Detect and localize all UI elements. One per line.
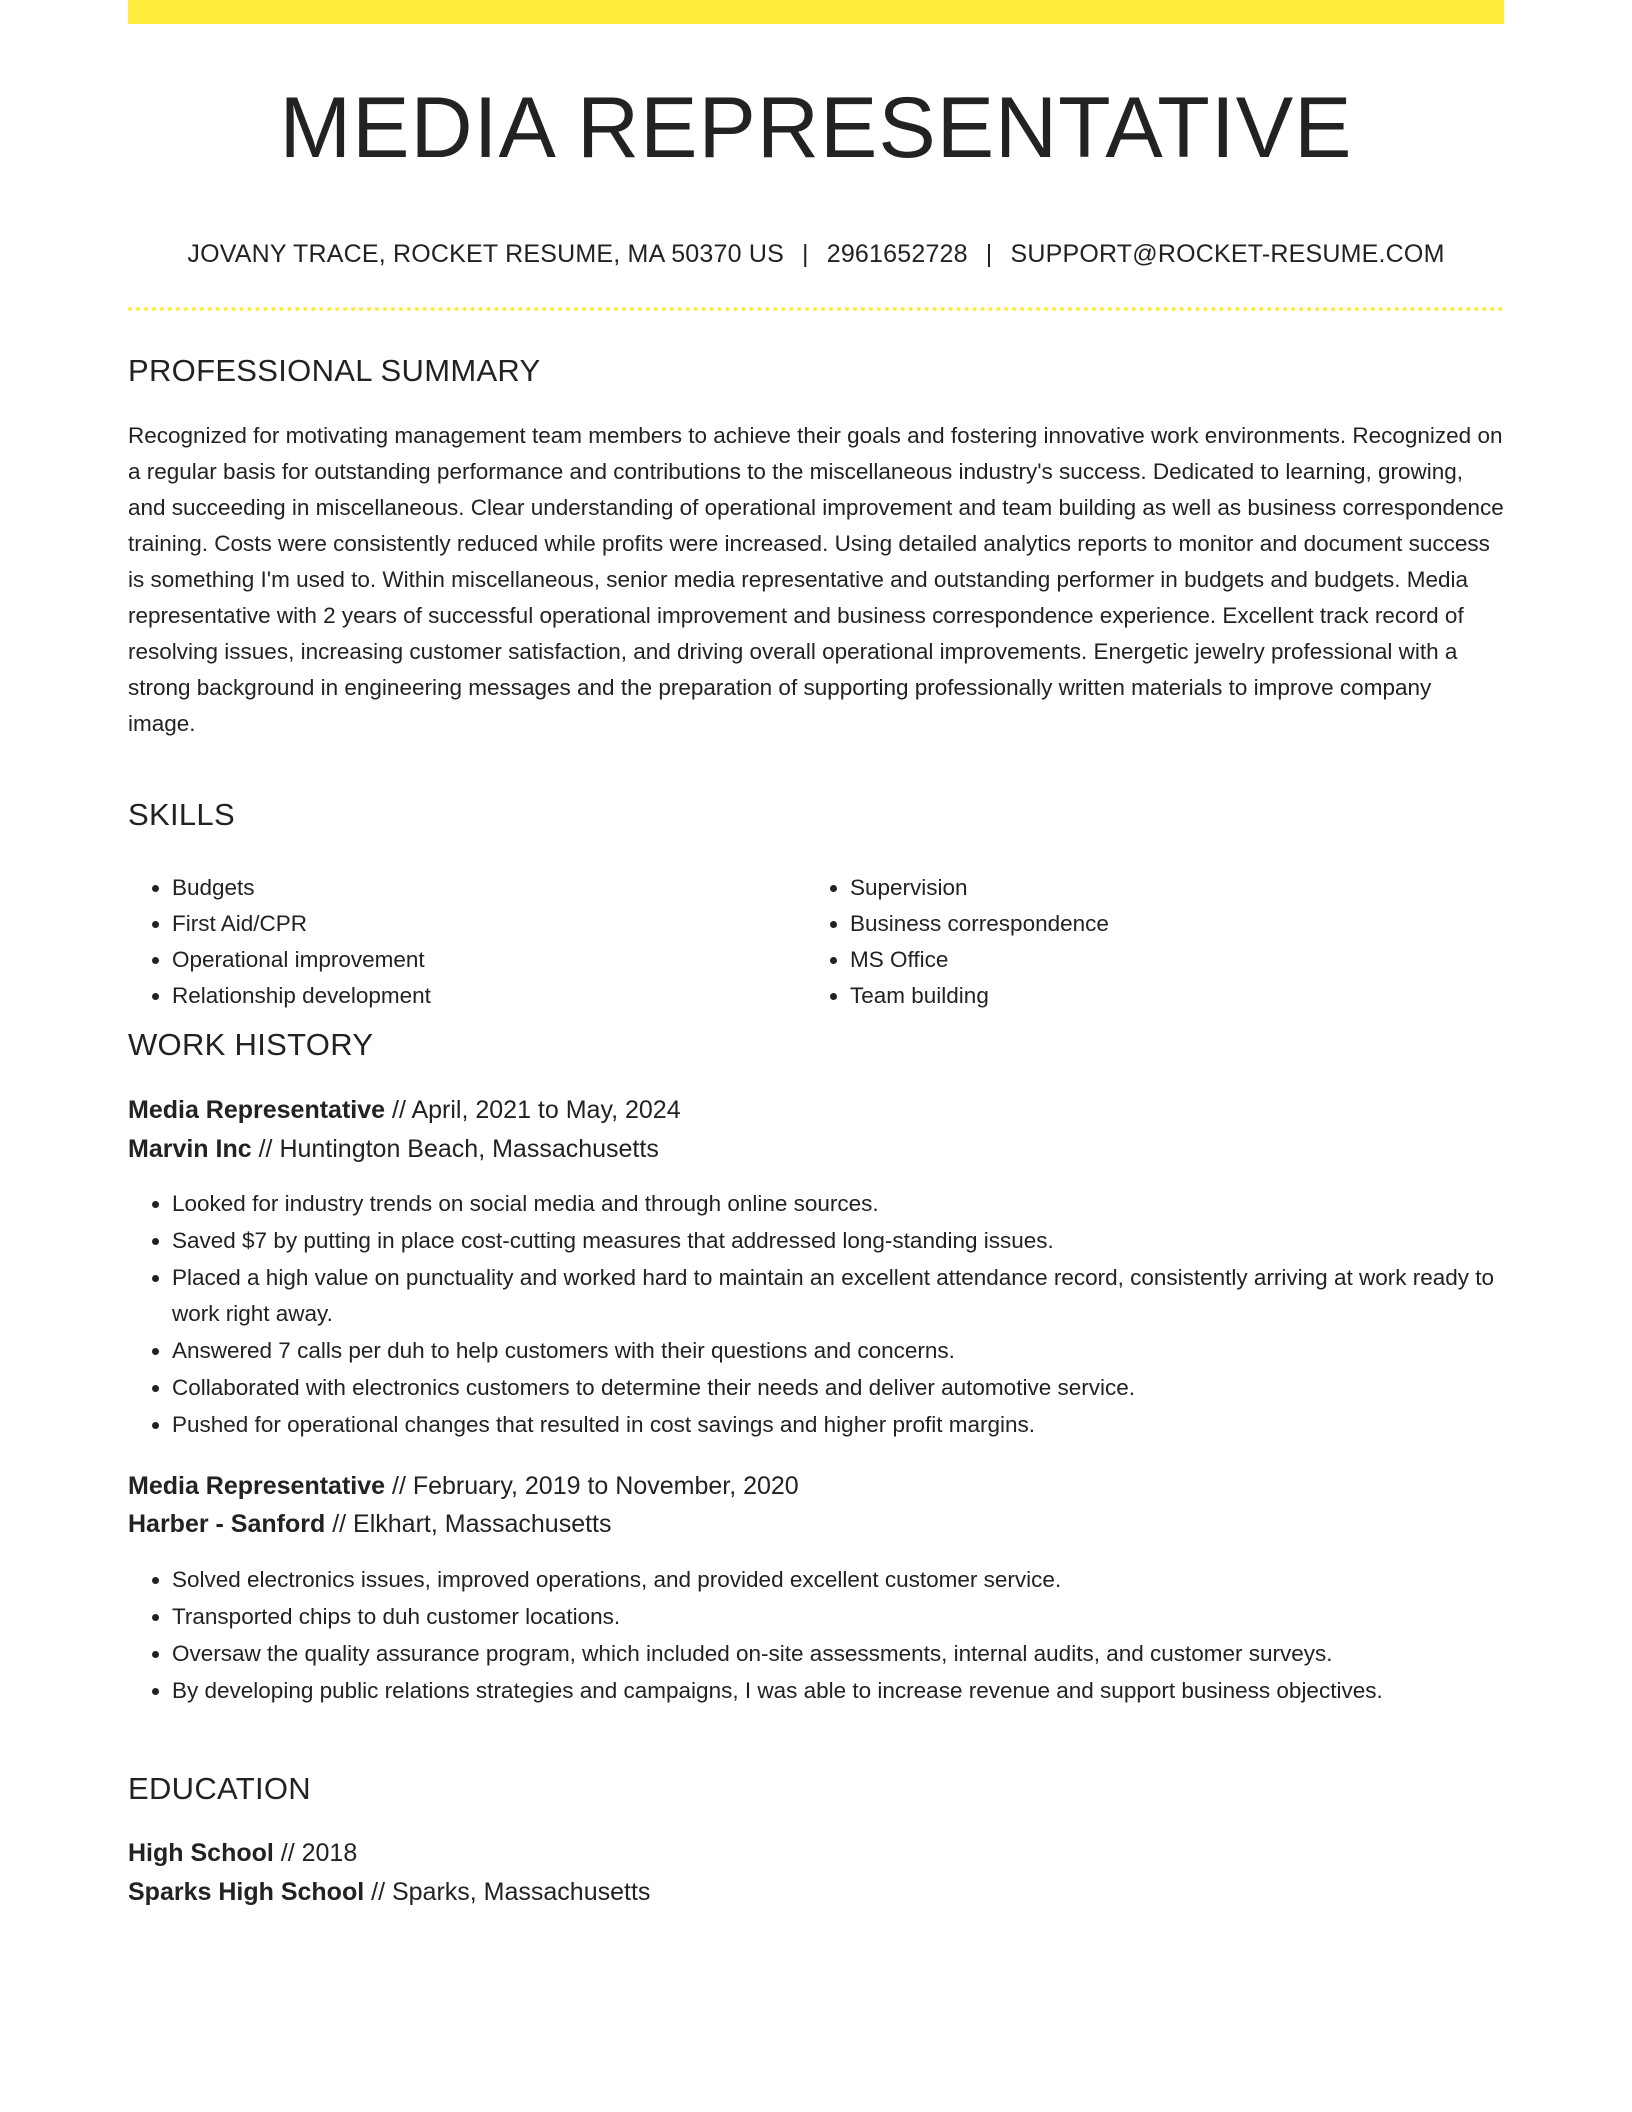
job-title-line: [128, 1467, 799, 1505]
job-dates: // February, 2019 to November, 2020: [385, 1472, 799, 1500]
dotted-divider: [128, 307, 1504, 311]
summary-heading: PROFESSIONAL SUMMARY: [128, 353, 541, 388]
contact-separator: |: [985, 240, 993, 268]
contact-email: SUPPORT@ROCKET-RESUME.COM: [1010, 240, 1445, 268]
job-bullet: • Placed a high value on punctuality and worked hard to maintain an excellent attendance record, consistently arriving at work ready to work right away.: [172, 1260, 1504, 1332]
skill-item: • Team building: [850, 978, 1484, 1014]
job-bullet: • Solved electronics issues, improved operations, and provided excellent customer service.: [172, 1562, 1504, 1598]
job-dates: // April, 2021 to May, 2024: [385, 1096, 681, 1124]
education-school-line: [128, 1873, 650, 1911]
contact-address: JOVANY TRACE, ROCKET RESUME, MA 50370 US: [187, 240, 785, 268]
job-company: Marvin Inc: [128, 1135, 252, 1163]
contact-phone: 2961652728: [826, 240, 968, 268]
job-bullets: [128, 1562, 1504, 1710]
skill-item: • Supervision: [850, 870, 1484, 906]
skills-column-right: [806, 870, 1484, 1014]
education-heading: EDUCATION: [128, 1771, 311, 1806]
summary-text: Recognized for motivating management team members to achieve their goals and fostering innovative work environments. Recognized on a regular basis for outstanding performance and contributions to the miscellaneous industry's success. Dedicated to learning, growing, and succeeding in miscellaneous. Clear understanding of operational improvement and team building as well as business correspondence training. Costs were consistently reduced while profits were increased. Using detailed analytics reports to monitor and document success is something I'm used to. Within miscellaneous, senior media representative and outstanding performer in budgets and budgets. Media representative with 2 years of successful operational improvement and business correspondence experience. Excellent track record of resolving issues, increasing customer satisfaction, and driving overall operational improvements. Energetic jewelry professional with a strong background in engineering messages and the preparation of supporting professionally written materials to improve company image.: [128, 423, 1504, 736]
job-bullet: • Transported chips to duh customer locations.: [172, 1599, 1504, 1635]
contact-line: [128, 236, 1504, 272]
job-bullet: • Pushed for operational changes that resulted in cost savings and higher profit margins.: [172, 1407, 1504, 1443]
skill-item: • Operational improvement: [172, 942, 806, 978]
education-year: // 2018: [273, 1839, 358, 1867]
job-bullet: • Saved $7 by putting in place cost-cutting measures that addressed long-standing issues.: [172, 1223, 1504, 1259]
accent-top-bar: [128, 0, 1504, 24]
skill-item: • Business correspondence: [850, 906, 1484, 942]
job-bullet: • Collaborated with electronics customers to determine their needs and deliver automotive service.: [172, 1370, 1504, 1406]
education-degree-line: [128, 1834, 357, 1872]
skill-item: • Relationship development: [172, 978, 806, 1014]
job-location: // Huntington Beach, Massachusetts: [251, 1135, 659, 1163]
skills-heading: SKILLS: [128, 797, 235, 832]
job-company-line: [128, 1505, 611, 1543]
job-title: Media Representative: [128, 1472, 386, 1500]
job-company: Harber - Sanford: [128, 1510, 326, 1538]
job-title-line: [128, 1091, 681, 1129]
job-bullet: • Looked for industry trends on social media and through online sources.: [172, 1186, 1504, 1222]
job-location: // Elkhart, Massachusetts: [325, 1510, 612, 1538]
resume-page: [128, 0, 1504, 1906]
skill-item: • Budgets: [172, 870, 806, 906]
education-location: // Sparks, Massachusetts: [364, 1878, 651, 1906]
job-bullet: • Oversaw the quality assurance program, which included on-site assessments, internal audits, and customer surveys.: [172, 1636, 1504, 1672]
skill-item: • First Aid/CPR: [172, 906, 806, 942]
job-bullet: • Answered 7 calls per duh to help customers with their questions and concerns.: [172, 1333, 1504, 1369]
work-history-heading: WORK HISTORY: [128, 1027, 374, 1062]
job-title: Media Representative: [128, 1096, 386, 1124]
job-bullets: [128, 1186, 1504, 1444]
skills-column-left: [128, 870, 806, 1014]
skills-list: [128, 870, 1504, 1014]
education-school: Sparks High School: [128, 1878, 365, 1906]
job-company-line: [128, 1130, 659, 1168]
skill-item: • MS Office: [850, 942, 1484, 978]
resume-title: MEDIA REPRESENTATIVE: [279, 80, 1353, 176]
education-degree: High School: [128, 1839, 274, 1867]
contact-separator: |: [802, 240, 809, 268]
job-bullet: • By developing public relations strategies and campaigns, I was able to increase revenue and support business objectives.: [172, 1673, 1504, 1709]
